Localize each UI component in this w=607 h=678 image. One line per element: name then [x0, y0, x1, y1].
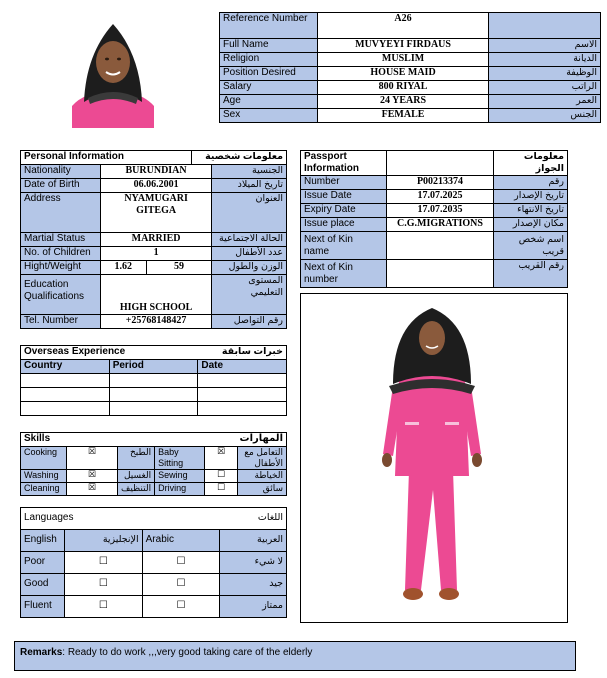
overseas-title: Overseas Experience	[21, 346, 198, 360]
tel-value: +25768148427	[100, 315, 211, 329]
header-value: 24 YEARS	[317, 95, 489, 109]
languages-table	[20, 507, 287, 618]
header-label: Salary	[220, 81, 318, 95]
header-value: 800 RIYAL	[317, 81, 489, 95]
address-line-2: GITEGA	[136, 205, 177, 216]
height-weight-label-ar: الوزن والطول	[212, 261, 287, 275]
children-label-ar: عدد الأطفال	[212, 247, 287, 261]
remarks-box	[14, 641, 576, 671]
skill-label: Driving	[155, 483, 205, 496]
skill-label-ar: الطبخ	[118, 447, 155, 470]
height-weight-label: Hight/Weight	[21, 261, 101, 275]
issue-date-value: 17.07.2025	[386, 190, 494, 204]
skill-label-ar: الغسيل	[118, 470, 155, 483]
personal-info-table	[20, 150, 287, 329]
passport-info-table	[300, 150, 568, 288]
skills-table	[20, 432, 287, 496]
header-label-ar: العمر	[489, 95, 601, 109]
education-value: HIGH SCHOOL	[100, 275, 211, 315]
portrait-photo	[64, 14, 162, 128]
header-label-ar: الراتب	[489, 81, 601, 95]
header-label-ar: الاسم	[489, 39, 601, 53]
skill-label-ar: التنظيف	[118, 483, 155, 496]
kin-name-label-line-2: name	[304, 246, 330, 257]
skill-checkbox[interactable]: ☐	[204, 483, 238, 496]
reference-value: A26	[317, 13, 489, 39]
english-level-checkbox[interactable]: ☐	[64, 552, 142, 574]
header-value: MUVYEYI FIRDAUS	[317, 39, 489, 53]
nationality-value: BURUNDIAN	[100, 165, 211, 179]
skill-label: Washing	[21, 470, 67, 483]
personal-title-ar: معلومات شخصية	[192, 151, 287, 165]
passport-number-value: P00213374	[386, 176, 494, 190]
header-table	[219, 12, 601, 123]
portrait-illustration	[64, 14, 162, 128]
arabic-label-ar: العربية	[220, 530, 287, 552]
education-label	[21, 275, 101, 315]
skill-label-ar: سائق	[238, 483, 287, 496]
kin-name-label-line-1: Next of Kin	[304, 234, 353, 245]
english-label-ar: الإنجليزية	[64, 530, 142, 552]
level-label-ar: ممتاز	[220, 596, 287, 618]
marital-label-ar: الحالة الاجتماعية	[212, 233, 287, 247]
col-country: Country	[21, 360, 110, 374]
english-level-checkbox[interactable]: ☐	[64, 574, 142, 596]
passport-number-label-ar: رقم	[494, 176, 568, 190]
english-level-checkbox[interactable]: ☐	[64, 596, 142, 618]
kin-name-label-ar-line-1: اسم شخص	[518, 234, 564, 245]
skill-checkbox[interactable]: ☐	[204, 470, 238, 483]
level-label: Good	[21, 574, 65, 596]
address-label: Address	[21, 193, 101, 233]
education-label-ar: المستوى التعليمي	[212, 275, 287, 315]
header-label: Position Desired	[220, 67, 318, 81]
skill-label: Cleaning	[21, 483, 67, 496]
full-body-photo	[300, 293, 568, 623]
tel-label: Tel. Number	[21, 315, 101, 329]
skill-checkbox[interactable]: ☒	[66, 447, 117, 470]
issue-date-label: Issue Date	[301, 190, 387, 204]
col-period: Period	[109, 360, 198, 374]
tel-label-ar: رقم التواصل	[212, 315, 287, 329]
arabic-level-checkbox[interactable]: ☐	[142, 574, 220, 596]
kin-name-label-ar	[494, 232, 568, 260]
skill-label: Sewing	[155, 470, 205, 483]
kin-number-label-line-1: Next of Kin	[304, 262, 353, 273]
dob-label: Date of Birth	[21, 179, 101, 193]
header-label-ar: الديانة	[489, 53, 601, 67]
skill-label-ar: الخياطة	[238, 470, 287, 483]
dob-value: 06.06.2001	[100, 179, 211, 193]
skill-checkbox[interactable]: ☒	[66, 470, 117, 483]
skill-checkbox[interactable]: ☒	[204, 447, 238, 470]
issue-place-value: C.G.MIGRATIONS	[386, 218, 494, 232]
issue-place-label-ar: مكان الإصدار	[494, 218, 568, 232]
passport-title-ar: معلومات الجواز	[494, 151, 568, 176]
arabic-level-checkbox[interactable]: ☐	[142, 596, 220, 618]
kin-name-value	[386, 232, 494, 260]
marital-label: Martial Status	[21, 233, 101, 247]
table-row	[21, 374, 287, 388]
overseas-title-ar: خبرات سابقة	[198, 346, 287, 360]
reference-label: Reference Number	[220, 13, 318, 39]
expiry-date-label: Expiry Date	[301, 204, 387, 218]
header-label-ar: الجنس	[489, 109, 601, 123]
header-label-ar: الوظيفة	[489, 67, 601, 81]
header-label: Sex	[220, 109, 318, 123]
languages-title: Languages	[21, 508, 143, 530]
header-value: HOUSE MAID	[317, 67, 489, 81]
nationality-label: Nationality	[21, 165, 101, 179]
dob-label-ar: تاريخ الميلاد	[212, 179, 287, 193]
remarks-label: Remarks	[20, 647, 63, 658]
kin-name-label-ar-line-2: قريب	[542, 246, 564, 257]
nationality-label-ar: الجنسية	[212, 165, 287, 179]
kin-number-value	[386, 260, 494, 288]
skill-label-ar	[238, 447, 287, 470]
skill-checkbox[interactable]: ☒	[66, 483, 117, 496]
col-date: Date	[198, 360, 287, 374]
languages-title-ar: اللغات	[142, 508, 286, 530]
full-body-illustration	[301, 294, 567, 622]
address-label-ar: العنوان	[212, 193, 287, 233]
level-label-ar: لا شيء	[220, 552, 287, 574]
marital-value: MARRIED	[100, 233, 211, 247]
kin-number-label-line-2: number	[304, 274, 338, 285]
issue-place-label: Issue place	[301, 218, 387, 232]
skills-title: Skills	[21, 433, 155, 447]
skills-title-ar: المهارات	[155, 433, 287, 447]
arabic-level-checkbox[interactable]: ☐	[142, 552, 220, 574]
arabic-label: Arabic	[142, 530, 220, 552]
issue-date-label-ar: تاريخ الإصدار	[494, 190, 568, 204]
header-label: Full Name	[220, 39, 318, 53]
skill-label: Cooking	[21, 447, 67, 470]
kin-number-label-ar: رقم القريب	[494, 260, 568, 288]
level-label: Fluent	[21, 596, 65, 618]
skill-label-ar-line-1: التعامل مع	[244, 447, 283, 457]
kin-name-label	[301, 232, 387, 260]
weight-value: 59	[146, 261, 212, 275]
remarks-text: : Ready to do work ,,,very good taking care of the elderly	[62, 647, 313, 658]
skill-label: Baby Sitting	[155, 447, 205, 470]
address-line-1: NYAMUGARI	[124, 193, 188, 204]
passport-title: Passport Information	[301, 151, 387, 176]
level-label: Poor	[21, 552, 65, 574]
overseas-experience-table	[20, 345, 287, 416]
children-value: 1	[100, 247, 211, 261]
table-row	[21, 388, 287, 402]
personal-title: Personal Information	[21, 151, 192, 165]
education-label-line-1: Education	[24, 279, 69, 290]
kin-number-label	[301, 260, 387, 288]
header-label: Religion	[220, 53, 318, 67]
header-value: MUSLIM	[317, 53, 489, 67]
education-label-line-2: Qualifications	[24, 291, 85, 302]
expiry-date-value: 17.07.2035	[386, 204, 494, 218]
passport-number-label: Number	[301, 176, 387, 190]
expiry-date-label-ar: تاريخ الانتهاء	[494, 204, 568, 218]
address-value	[100, 193, 211, 233]
table-row	[21, 402, 287, 416]
header-label: Age	[220, 95, 318, 109]
english-label: English	[21, 530, 65, 552]
skill-label-ar-line-2: الأطفال	[254, 458, 283, 468]
level-label-ar: جيد	[220, 574, 287, 596]
children-label: No. of Children	[21, 247, 101, 261]
header-value: FEMALE	[317, 109, 489, 123]
height-value: 1.62	[100, 261, 146, 275]
